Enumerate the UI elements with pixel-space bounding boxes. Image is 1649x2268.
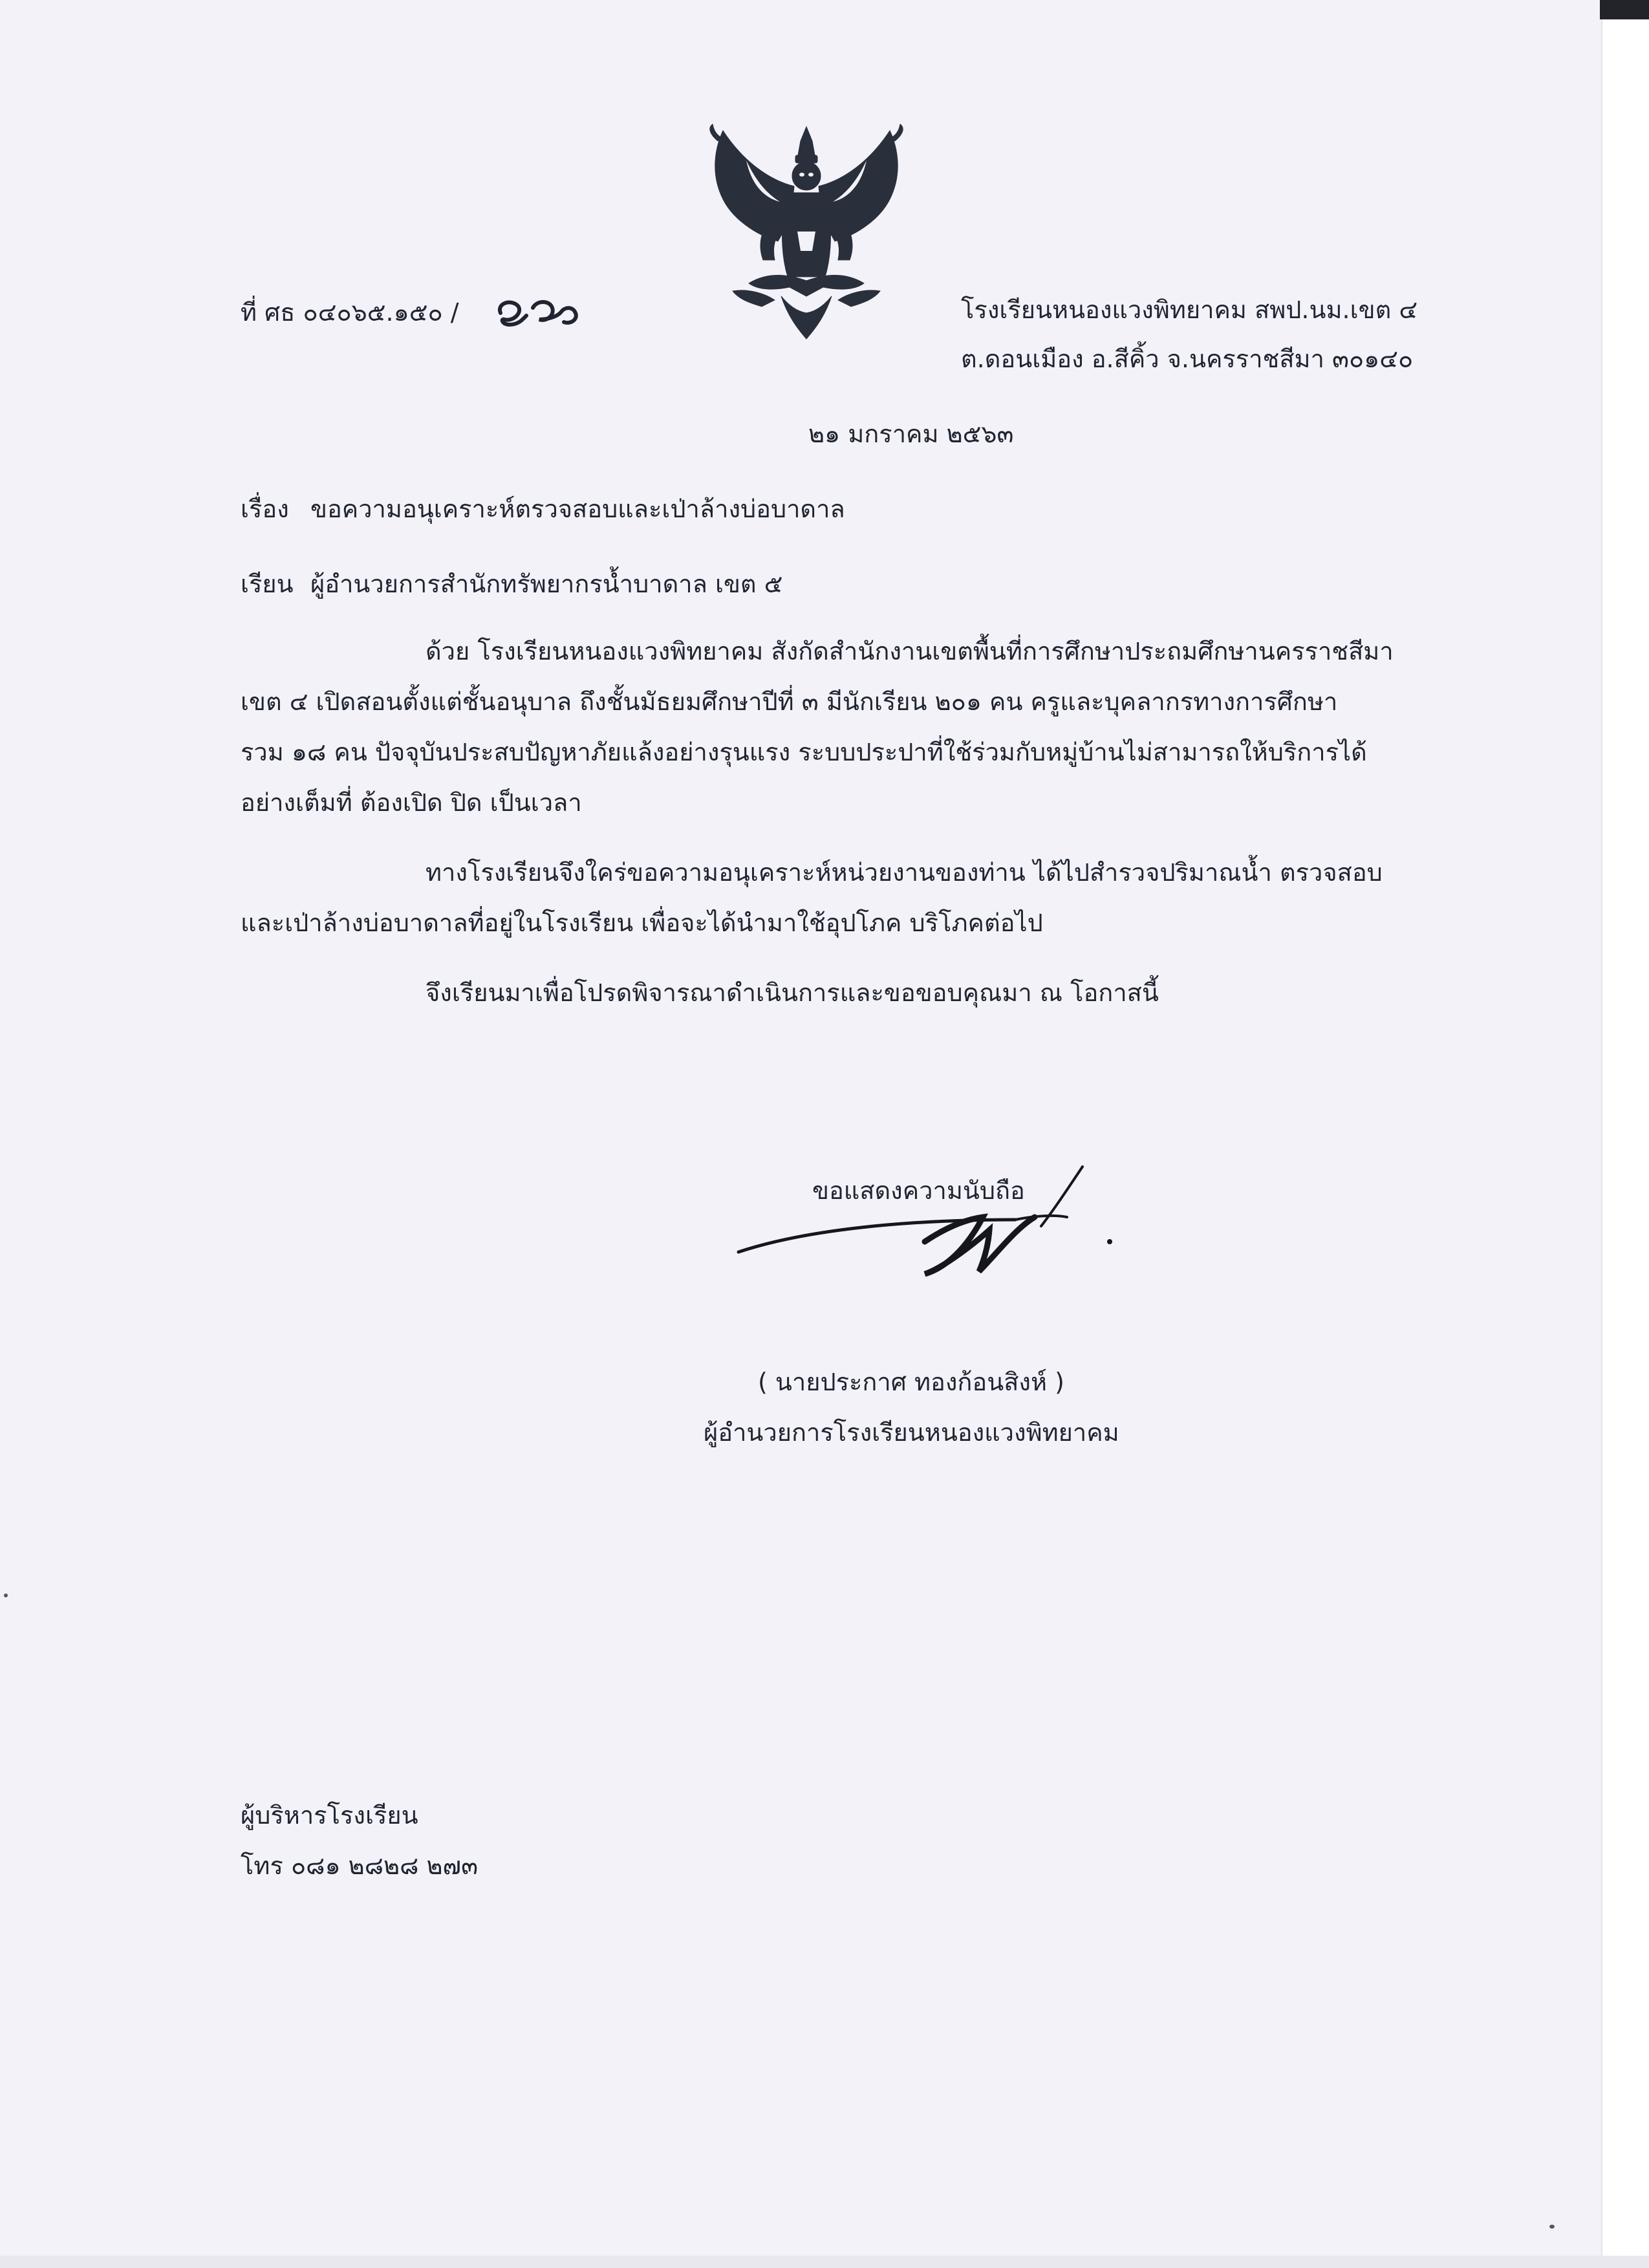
handwritten-signature xyxy=(731,1158,1132,1287)
subject-label: เรื่อง xyxy=(241,495,289,523)
addressee-label: เรียน xyxy=(241,570,294,598)
garuda-emblem xyxy=(704,122,909,341)
sender-address-line-1: โรงเรียนหนองแวงพิทยาคม สพป.นม.เขต ๔ xyxy=(961,296,1418,324)
footer-phone: โทร ๐๘๑ ๒๘๒๘ ๒๗๓ xyxy=(241,1852,479,1880)
closing-salutation: ขอแสดงความนับถือ xyxy=(812,1176,1025,1205)
body-paragraph-1-line-2: เขต ๔ เปิดสอนตั้งแต่ชั้นอนุบาล ถึงชั้นมัธยมศึกษาปีที่ ๓ มีนักเรียน ๒๐๑ คน ครูและบุคลากรทางการศึกษา xyxy=(241,687,1338,716)
sender-address-line-2: ต.ดอนเมือง อ.สีคิ้ว จ.นครราชสีมา ๓๐๑๔๐ xyxy=(961,345,1414,373)
subject-text: ขอความอนุเคราะห์ตรวจสอบและเป่าล้างบ่อบาดาล xyxy=(310,495,845,523)
scan-speck xyxy=(4,1593,8,1597)
body-paragraph-2-line-2: และเป่าล้างบ่อบาดาลที่อยู่ในโรงเรียน เพื่อจะได้นำมาใช้อุปโภค บริโภคต่อไป xyxy=(241,909,1043,937)
closing-paragraph: จึงเรียนมาเพื่อโปรดพิจารณาดำเนินการและขอขอบคุณมา ณ โอกาสนี้ xyxy=(426,978,1159,1007)
body-paragraph-2-line-1: ทางโรงเรียนจึงใคร่ขอความอนุเคราะห์หน่วยงานของท่าน ได้ไปสำรวจปริมาณน้ำ ตรวจสอบ xyxy=(426,858,1383,887)
body-paragraph-1-line-3: รวม ๑๘ คน ปัจจุบันประสบปัญหาภัยแล้งอย่างรุนแรง ระบบประปาที่ใช้ร่วมกับหมู่บ้านไม่สามารถให้บริการได้ xyxy=(241,738,1367,766)
footer-office: ผู้บริหารโรงเรียน xyxy=(241,1801,418,1830)
scan-bottom-edge xyxy=(0,2256,1649,2268)
handwritten-reference-number xyxy=(490,294,587,332)
body-paragraph-1-line-1: ด้วย โรงเรียนหนองแวงพิทยาคม สังกัดสำนักงานเขตพื้นที่การศึกษาประถมศึกษานครราชสีมา xyxy=(426,637,1394,665)
scan-edge xyxy=(1601,0,1649,2268)
letter-date: ๒๑ มกราคม ๒๕๖๓ xyxy=(808,420,1014,448)
scan-corner xyxy=(1600,0,1649,19)
signer-name: ( นายประกาศ ทองก้อนสิงห์ ) xyxy=(758,1368,1064,1396)
reference-number: ที่ ศธ ๐๔๐๖๕.๑๕๐ / xyxy=(241,298,459,327)
addressee-text: ผู้อำนวยการสำนักทรัพยากรน้ำบาดาล เขต ๕ xyxy=(310,570,783,598)
signer-title: ผู้อำนวยการโรงเรียนหนองแวงพิทยาคม xyxy=(704,1418,1119,1447)
scan-speck xyxy=(1549,2225,1555,2229)
body-paragraph-1-line-4: อย่างเต็มที่ ต้องเปิด ปิด เป็นเวลา xyxy=(241,788,582,817)
